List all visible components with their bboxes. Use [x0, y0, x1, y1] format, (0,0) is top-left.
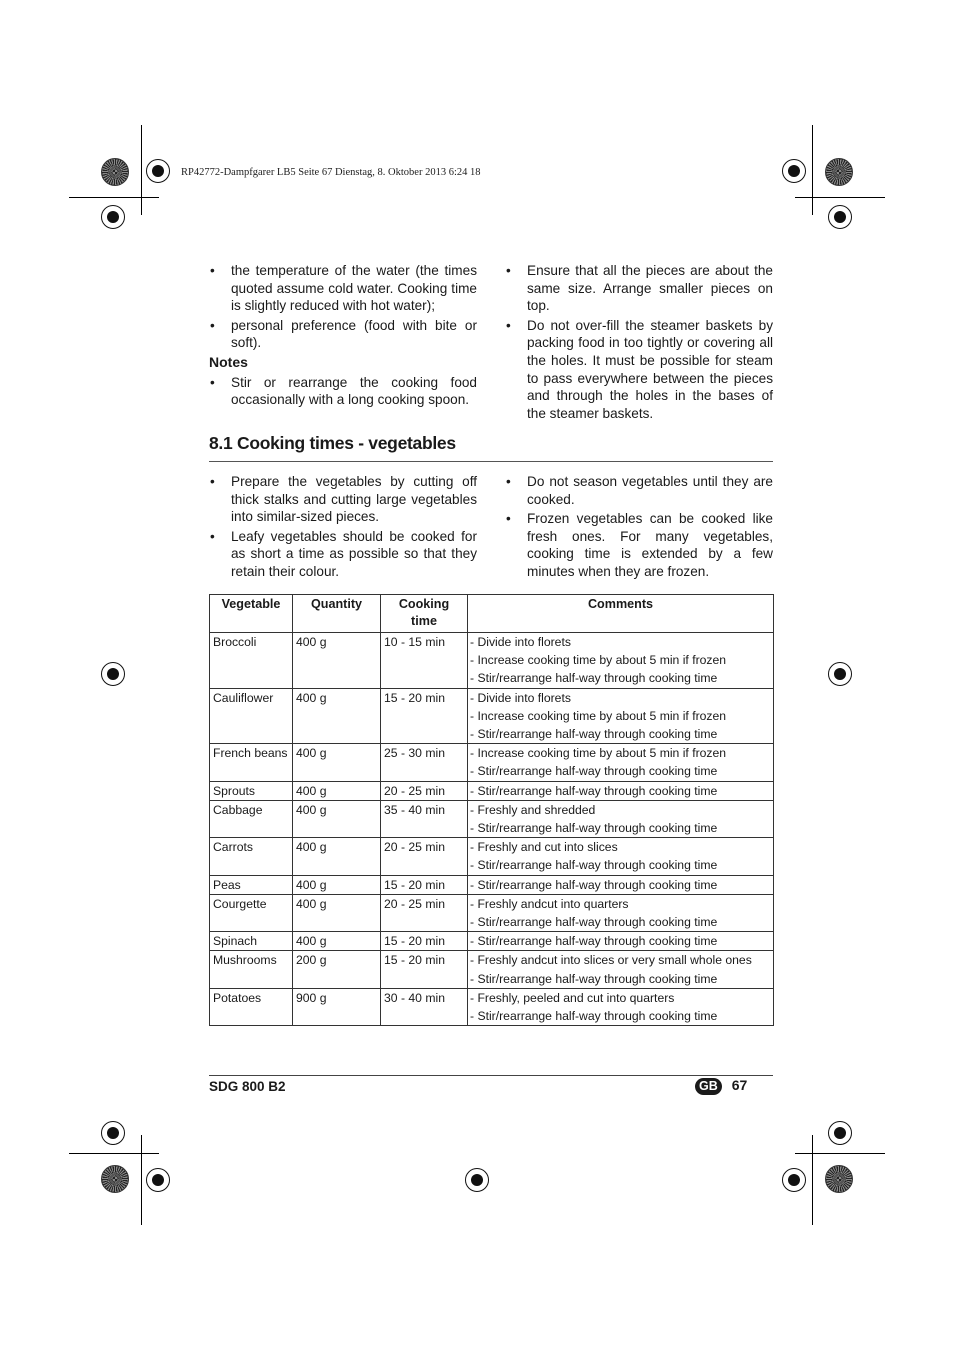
registration-mark-icon: [782, 159, 806, 183]
cell-quantity: 400 g: [293, 800, 381, 837]
cell-cooking-time: 15 - 20 min: [381, 688, 468, 744]
cell-vegetable: Peas: [210, 875, 293, 894]
list-item: • Leafy vegetables should be cooked for as short a time as possible so that they retain their colour.: [209, 528, 477, 581]
table-body: [210, 633, 774, 1026]
comment-line: - Increase cooking time by about 5 min if frozen: [470, 651, 770, 669]
registration-mark-icon: [828, 662, 852, 686]
cell-comments: [468, 894, 774, 931]
comment-line: - Freshly andcut into slices or very small whole ones: [470, 951, 770, 969]
registration-mark-icon: [101, 1121, 125, 1145]
cell-cooking-time: 20 - 25 min: [381, 838, 468, 875]
section-divider: [209, 461, 773, 462]
cell-cooking-time: 15 - 20 min: [381, 932, 468, 951]
crop-mark: [795, 1153, 885, 1154]
cell-vegetable: Sprouts: [210, 781, 293, 800]
crop-mark: [812, 125, 813, 215]
comment-line: - Increase cooking time by about 5 min if frozen: [470, 744, 770, 762]
header-cooking-time: Cooking time: [381, 595, 468, 633]
comment-line: - Increase cooking time by about 5 min if frozen: [470, 707, 770, 725]
cell-quantity: 400 g: [293, 932, 381, 951]
crop-mark: [69, 1153, 159, 1154]
crop-mark: [69, 197, 159, 198]
comment-line: - Freshly and shredded: [470, 801, 770, 819]
comment-line: - Stir/rearrange half-way through cooking time: [470, 669, 770, 687]
table-row: [210, 781, 774, 800]
model-number: SDG 800 B2: [209, 1079, 286, 1094]
cell-cooking-time: 20 - 25 min: [381, 894, 468, 931]
cell-quantity: 400 g: [293, 688, 381, 744]
cell-vegetable: Mushrooms: [210, 951, 293, 988]
comment-line: - Stir/rearrange half-way through cooking time: [470, 970, 770, 988]
cell-cooking-time: 10 - 15 min: [381, 633, 468, 689]
list-item: • Frozen vegetables can be cooked like fresh ones. For many vegetables, cooking time is extended by a few minutes when they are frozen.: [505, 510, 773, 580]
right-column-top: [505, 262, 773, 424]
color-wheel-icon: [101, 1165, 129, 1193]
cell-quantity: 400 g: [293, 781, 381, 800]
cell-comments: [468, 800, 774, 837]
comment-line: - Stir/rearrange half-way through cooking time: [470, 1007, 770, 1025]
cell-comments: [468, 781, 774, 800]
cell-quantity: 200 g: [293, 951, 381, 988]
cell-vegetable: Courgette: [210, 894, 293, 931]
color-wheel-icon: [101, 158, 129, 186]
cell-cooking-time: 15 - 20 min: [381, 875, 468, 894]
registration-mark-icon: [101, 662, 125, 686]
table-row: [210, 633, 774, 689]
comment-line: - Stir/rearrange half-way through cooking time: [470, 932, 770, 950]
table-row: [210, 894, 774, 931]
cell-comments: [468, 744, 774, 781]
table-row: [210, 932, 774, 951]
cell-quantity: 400 g: [293, 875, 381, 894]
cell-vegetable: Potatoes: [210, 988, 293, 1025]
cell-comments: [468, 838, 774, 875]
comment-line: - Stir/rearrange half-way through cooking time: [470, 819, 770, 837]
cooking-times-table: [209, 594, 774, 1026]
page-footer-right: [695, 1077, 747, 1095]
cell-vegetable: French beans: [210, 744, 293, 781]
notes-heading: Notes: [209, 353, 248, 370]
list-item: • Prepare the vegetables by cutting off thick stalks and cutting large vegetables into similar-sized pieces.: [209, 473, 477, 526]
footer-divider: [209, 1075, 773, 1076]
table-row: [210, 838, 774, 875]
comment-line: - Stir/rearrange half-way through cooking time: [470, 782, 770, 800]
cell-cooking-time: 15 - 20 min: [381, 951, 468, 988]
table-row: [210, 744, 774, 781]
print-header-line: RP42772-Dampfgarer LB5 Seite 67 Dienstag, 8. Oktober 2013 6:24 18: [181, 167, 481, 178]
table-row: [210, 951, 774, 988]
comment-line: - Stir/rearrange half-way through cooking time: [470, 876, 770, 894]
crop-mark: [795, 197, 885, 198]
cell-quantity: 900 g: [293, 988, 381, 1025]
left-column-top: [209, 262, 477, 411]
list-item: • Do not season vegetables until they are cooked.: [505, 473, 773, 508]
comment-line: - Freshly and cut into slices: [470, 838, 770, 856]
registration-mark-icon: [146, 159, 170, 183]
registration-mark-icon: [101, 205, 125, 229]
cell-cooking-time: 25 - 30 min: [381, 744, 468, 781]
comment-line: - Freshly andcut into quarters: [470, 895, 770, 913]
comment-line: - Stir/rearrange half-way through cooking time: [470, 913, 770, 931]
cell-quantity: 400 g: [293, 894, 381, 931]
comment-line: - Divide into florets: [470, 689, 770, 707]
comment-line: - Freshly, peeled and cut into quarters: [470, 989, 770, 1007]
registration-mark-icon: [465, 1168, 489, 1192]
comment-line: - Stir/rearrange half-way through cooking time: [470, 725, 770, 743]
list-item: • Do not over-fill the steamer baskets by packing food in too tightly or covering all the holes. It must be possible for steam to pass everywhere between the pieces and through the holes in the bases of the steamer baskets.: [505, 317, 773, 423]
cell-quantity: 400 g: [293, 633, 381, 689]
cell-comments: [468, 932, 774, 951]
registration-mark-icon: [146, 1168, 170, 1192]
section-title: 8.1 Cooking times - vegetables: [209, 433, 456, 453]
table-row: [210, 875, 774, 894]
cell-comments: [468, 633, 774, 689]
comment-line: - Stir/rearrange half-way through cooking time: [470, 856, 770, 874]
table-header-row: [210, 595, 774, 633]
list-item: • personal preference (food with bite or soft).: [209, 317, 477, 352]
color-wheel-icon: [825, 1165, 853, 1193]
registration-mark-icon: [782, 1168, 806, 1192]
header-quantity: Quantity: [293, 595, 381, 633]
header-comments: Comments: [468, 595, 774, 633]
cell-vegetable: Cabbage: [210, 800, 293, 837]
cell-cooking-time: 30 - 40 min: [381, 988, 468, 1025]
table-row: [210, 688, 774, 744]
cell-comments: [468, 988, 774, 1025]
cell-vegetable: Carrots: [210, 838, 293, 875]
crop-mark: [141, 125, 142, 215]
cell-cooking-time: 20 - 25 min: [381, 781, 468, 800]
crop-mark: [141, 1135, 142, 1225]
list-item: • the temperature of the water (the times quoted assume cold water. Cooking time is slightly reduced with hot water);: [209, 262, 477, 315]
cell-vegetable: Spinach: [210, 932, 293, 951]
right-column-mid: [505, 473, 773, 583]
crop-mark: [812, 1135, 813, 1225]
cell-comments: [468, 875, 774, 894]
page-number: 67: [731, 1077, 748, 1093]
cell-comments: [468, 951, 774, 988]
cell-quantity: 400 g: [293, 744, 381, 781]
list-item: • Stir or rearrange the cooking food occasionally with a long cooking spoon.: [209, 374, 477, 409]
cell-cooking-time: 35 - 40 min: [381, 800, 468, 837]
left-column-mid: [209, 473, 477, 583]
language-badge: GB: [695, 1078, 722, 1095]
registration-mark-icon: [828, 1121, 852, 1145]
color-wheel-icon: [825, 158, 853, 186]
cell-quantity: 400 g: [293, 838, 381, 875]
list-item: • Ensure that all the pieces are about the same size. Arrange smaller pieces on top.: [505, 262, 773, 315]
registration-mark-icon: [828, 205, 852, 229]
table-row: [210, 800, 774, 837]
cell-vegetable: Broccoli: [210, 633, 293, 689]
cell-comments: [468, 688, 774, 744]
header-vegetable: Vegetable: [210, 595, 293, 633]
comment-line: - Stir/rearrange half-way through cooking time: [470, 762, 770, 780]
comment-line: - Divide into florets: [470, 633, 770, 651]
cell-vegetable: Cauliflower: [210, 688, 293, 744]
table-row: [210, 988, 774, 1025]
